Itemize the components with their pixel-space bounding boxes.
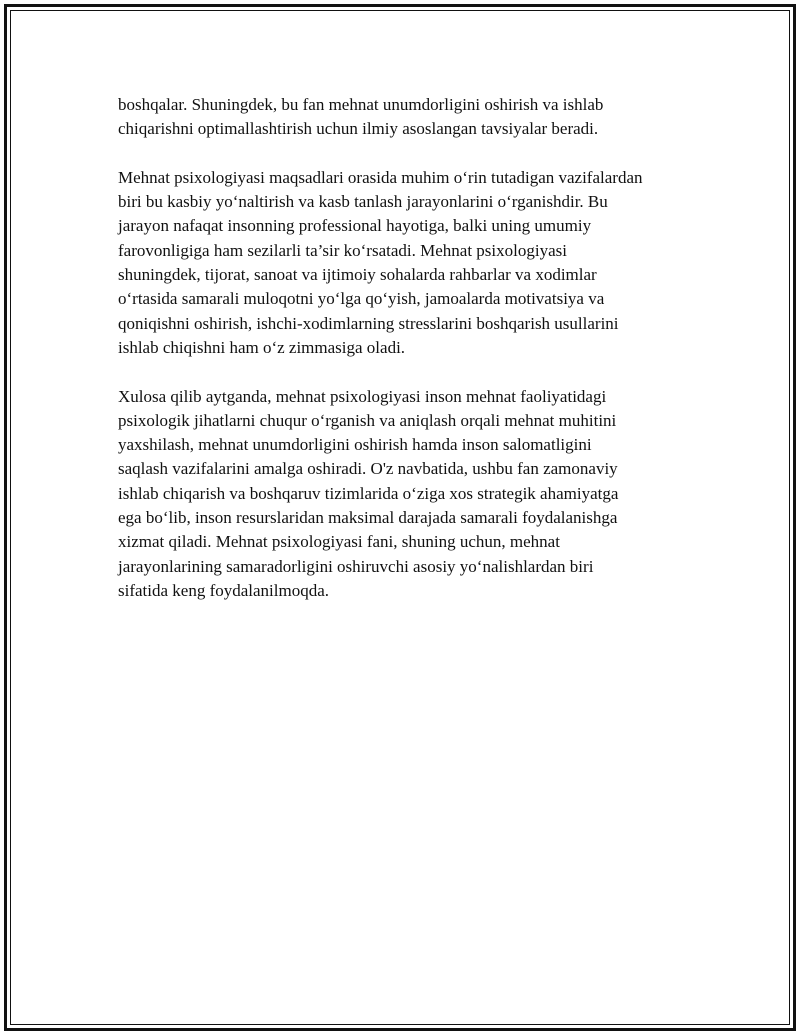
text-line: ishlab chiqishni ham o‘z zimmasiga oladi.	[118, 337, 406, 357]
text-line: saqlash vazifalarini amalga oshiradi. O'z navbatida, ushbu fan zamonaviy	[118, 459, 618, 479]
text-line: psixologik jihatlarni chuqur o‘rganish va aniqlash orqali mehnat muhitini	[118, 410, 617, 430]
paragraph-1	[118, 93, 698, 142]
text-line: chiqarishni optimallashtirish uchun ilmiy asoslangan tavsiyalar beradi.	[118, 119, 599, 139]
text-line: farovonligiga ham sezilarli ta’sir ko‘rsatadi. Mehnat psixologiyasi	[118, 240, 567, 260]
text-line: shuningdek, tijorat, sanoat va ijtimoiy sohalarda rahbarlar va xodimlar	[118, 265, 597, 285]
text-line: jarayon nafaqat insonning professional hayotiga, balki uning umumiy	[118, 216, 592, 236]
text-line: sifatida keng foydalanilmoqda.	[118, 580, 330, 600]
text-line: jarayonlarining samaradorligini oshiruvchi asosiy yo‘nalishlardan biri	[118, 556, 594, 576]
text-line: o‘rtasida samarali muloqotni yo‘lga qo‘yish, jamoalarda motivatsiya va	[118, 289, 605, 309]
text-line: biri bu kasbiy yo‘naltirish va kasb tanlash jarayonlarini o‘rganishdir. Bu	[118, 192, 608, 212]
text-line: qoniqishni oshirish, ishchi-xodimlarning stresslarini boshqarish usullarini	[118, 313, 619, 333]
paragraph-2	[118, 166, 698, 360]
text-line: ishlab chiqarish va boshqaruv tizimlarida o‘ziga xos strategik ahamiyatga	[118, 483, 619, 503]
text-line: Mehnat psixologiyasi maqsadlari orasida muhim o‘rin tutadigan vazifalardan	[118, 167, 643, 187]
document-body	[118, 93, 698, 628]
text-line: xizmat qiladi. Mehnat psixologiyasi fani, shuning uchun, mehnat	[118, 532, 560, 552]
paragraph-3	[118, 385, 698, 604]
text-line: ega bo‘lib, inson resurslaridan maksimal darajada samarali foydalanishga	[118, 508, 618, 528]
text-line: boshqalar. Shuningdek, bu fan mehnat unumdorligini oshirish va ishlab	[118, 95, 604, 114]
text-line: Xulosa qilib aytganda, mehnat psixologiyasi inson mehnat faoliyatidagi	[118, 386, 607, 406]
text-line: yaxshilash, mehnat unumdorligini oshirish hamda inson salomatligini	[118, 435, 592, 455]
